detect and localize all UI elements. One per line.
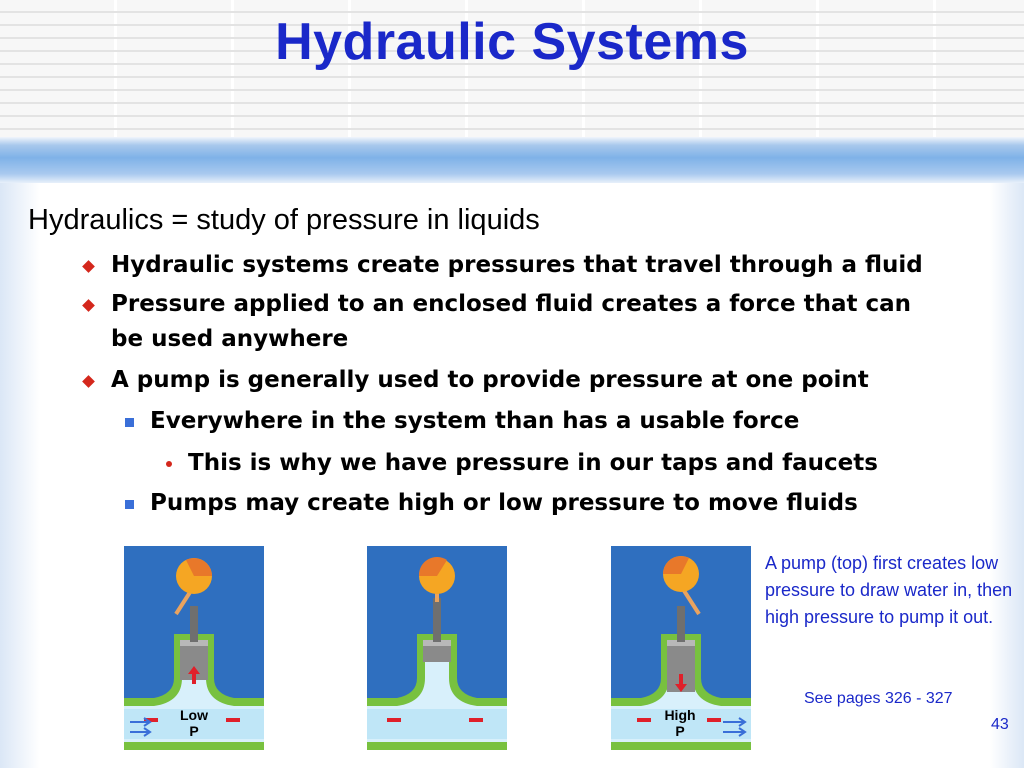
- square-bullet-icon: [125, 500, 134, 509]
- bullet-3-sub-sub-1: This is why we have pressure in our taps and faucets: [188, 450, 878, 476]
- diamond-bullet-icon: [82, 260, 95, 273]
- diamond-bullet-icon: [82, 299, 95, 312]
- bullet-2: Pressure applied to an enclosed fluid creates a force that can: [111, 291, 912, 317]
- bullet-1: Hydraulic systems create pressures that travel through a fluid: [111, 252, 923, 278]
- diamond-bullet-icon: [82, 375, 95, 388]
- slide-page-number: 43: [991, 716, 1009, 733]
- left-edge-shade: [0, 183, 40, 768]
- low-label-line1: Low: [180, 707, 208, 723]
- high-label-line1: High: [664, 707, 696, 723]
- low-label-line2: P: [189, 723, 199, 739]
- see-pages-reference: See pages 326 - 327: [804, 690, 953, 707]
- low-pressure-label: [172, 707, 216, 739]
- bullet-3-sub-2: Pumps may create high or low pressure to move fluids: [150, 490, 858, 516]
- dot-bullet-icon: [166, 461, 172, 467]
- right-edge-shade: [990, 183, 1024, 768]
- high-pressure-label: [658, 707, 702, 739]
- high-label-line2: P: [675, 723, 685, 739]
- bullet-3: A pump is generally used to provide pressure at one point: [111, 367, 869, 393]
- intro-line: Hydraulics = study of pressure in liquids: [28, 204, 540, 236]
- header-blue-band: [0, 137, 1024, 183]
- pump-diagram-neutral: [367, 546, 507, 750]
- bullet-3-sub-1: Everywhere in the system than has a usable force: [150, 408, 800, 434]
- figure-caption: A pump (top) first creates low pressure to draw water in, then high pressure to pump it out.: [765, 553, 1013, 627]
- slide-title: Hydraulic Systems: [275, 13, 749, 71]
- square-bullet-icon: [125, 418, 134, 427]
- bullet-2-continued: be used anywhere: [111, 326, 349, 352]
